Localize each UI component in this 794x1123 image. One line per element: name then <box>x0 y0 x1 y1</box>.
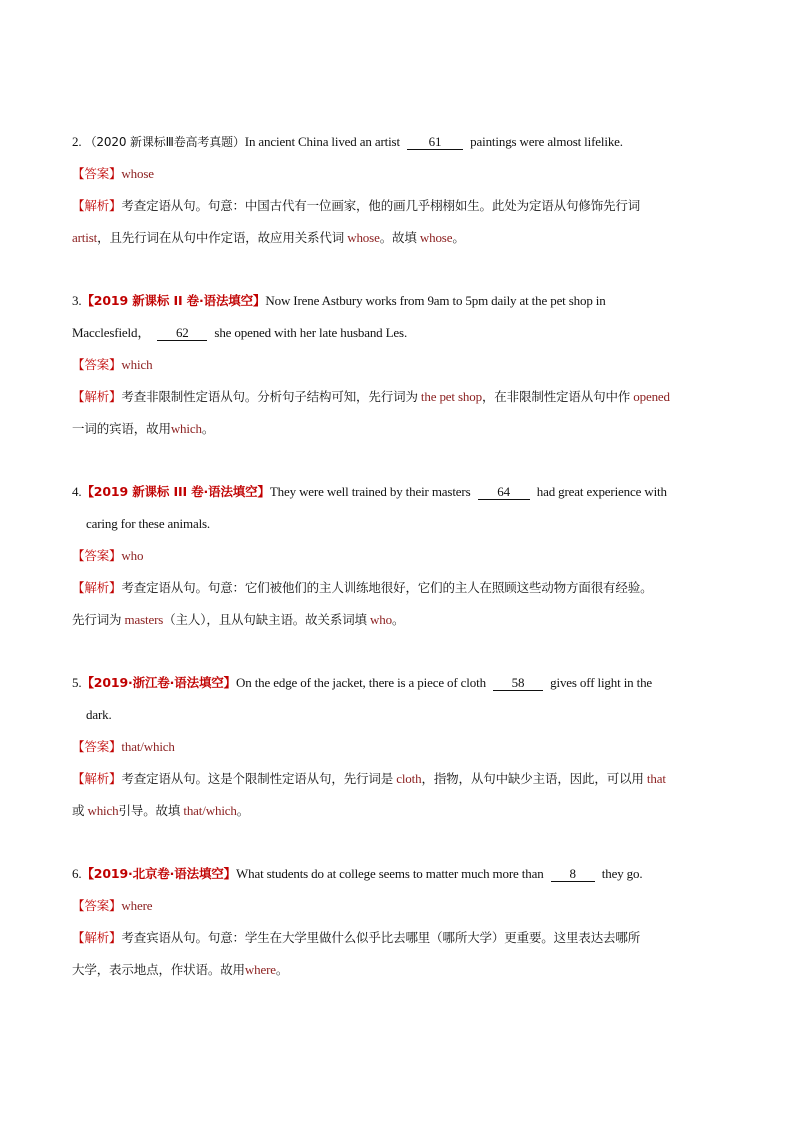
answer-row <box>72 349 732 381</box>
question-text: had great experience with <box>536 484 667 499</box>
answer-blank: 64 <box>478 485 530 500</box>
question-4-stem <box>72 476 732 508</box>
question-text: Macclesfield， <box>72 325 151 340</box>
answer-blank: 8 <box>551 867 595 882</box>
analysis-keyword: that <box>646 771 666 786</box>
answer-row <box>72 540 732 572</box>
answer-label: 【答案】 <box>72 166 122 181</box>
answer-value: who <box>121 548 144 563</box>
analysis-label: 【解析】 <box>72 580 122 595</box>
question-5-stem <box>72 667 732 699</box>
analysis-keyword: which <box>170 421 202 436</box>
question-6 <box>72 858 732 986</box>
analysis-keyword: that/which <box>183 803 237 818</box>
question-text: she opened with her late husband Les. <box>214 325 408 340</box>
question-4 <box>72 476 732 636</box>
analysis-row-continued <box>72 222 732 254</box>
analysis-text: 。故填 <box>379 230 417 245</box>
question-5-stem-continued <box>72 699 732 731</box>
analysis-keyword: masters <box>124 612 164 627</box>
question-4-stem-continued <box>72 508 732 540</box>
analysis-row-continued <box>72 413 732 445</box>
question-text: They were well trained by their masters <box>269 484 471 499</box>
question-2-stem <box>72 126 732 158</box>
analysis-keyword: artist <box>72 230 98 245</box>
answer-value: where <box>121 898 153 913</box>
analysis-row <box>72 381 732 413</box>
analysis-text: 。 <box>236 803 250 818</box>
question-text: What students do at college seems to matter much more than <box>236 866 544 881</box>
analysis-row <box>72 763 732 795</box>
question-number: 6. <box>72 866 82 881</box>
answer-row <box>72 890 732 922</box>
analysis-text: 考查定语从句。句意：它们被他们的主人训练地很好，它们的主人在照顾这些动物方面很有经验。 <box>121 580 653 595</box>
analysis-text: 大学，表示地点，作状语。故用 <box>72 962 245 977</box>
analysis-row <box>72 572 732 604</box>
answer-label: 【答案】 <box>72 357 122 372</box>
analysis-label: 【解析】 <box>72 771 122 786</box>
question-number: 5. <box>72 675 82 690</box>
analysis-row-continued <box>72 954 732 986</box>
answer-label: 【答案】 <box>72 739 122 754</box>
analysis-keyword: the pet shop <box>420 389 482 404</box>
answer-value: that/which <box>121 739 175 754</box>
analysis-label: 【解析】 <box>72 930 122 945</box>
question-source: 【2019·北京卷·语法填空】 <box>81 866 236 881</box>
answer-blank: 62 <box>157 326 207 341</box>
question-text: In ancient China lived an artist <box>244 134 400 149</box>
analysis-text: 考查宾语从句。句意：学生在大学里做什么似乎比去哪里（哪所大学）更重要。这里表达去哪所 <box>121 930 641 945</box>
question-number: 4. <box>72 484 82 499</box>
answer-blank: 58 <box>493 676 543 691</box>
question-text: dark. <box>86 707 112 722</box>
answer-label: 【答案】 <box>72 548 122 563</box>
question-text: caring for these animals. <box>86 516 211 531</box>
question-source: 【2019 新课标 III 卷·语法填空】 <box>81 484 270 499</box>
analysis-label: 【解析】 <box>72 389 122 404</box>
analysis-row <box>72 190 732 222</box>
analysis-text: 考查非限制性定语从句。分析句子结构可知，先行词为 <box>121 389 418 404</box>
analysis-text: 考查定语从句。这是个限制性定语从句，先行词是 <box>121 771 394 786</box>
question-number: 3. <box>72 293 82 308</box>
answer-label: 【答案】 <box>72 898 122 913</box>
analysis-keyword: who <box>370 612 392 627</box>
question-text: they go. <box>601 866 643 881</box>
analysis-row <box>72 922 732 954</box>
question-source: 【2019·浙江卷·语法填空】 <box>81 675 236 690</box>
analysis-text: 引导。故填 <box>118 803 181 818</box>
analysis-text: ，在非限制性定语从句中作 <box>481 389 631 404</box>
answer-row <box>72 731 732 763</box>
answer-value: which <box>121 357 153 372</box>
analysis-text: （主人），且从句缺主语。故关系词填 <box>163 612 367 627</box>
question-text: Now Irene Astbury works from 9am to 5pm daily at the pet shop in <box>265 293 606 308</box>
analysis-keyword: which <box>87 803 119 818</box>
analysis-keyword: cloth <box>396 771 422 786</box>
question-number: 2. <box>72 134 82 149</box>
analysis-keyword: whose <box>347 230 380 245</box>
analysis-text: 一词的宾语，故用 <box>72 421 171 436</box>
analysis-row-continued <box>72 795 732 827</box>
question-text: gives off light in the <box>550 675 653 690</box>
question-source: （2020 新课标Ⅲ卷高考真题） <box>84 135 245 149</box>
analysis-text: 。 <box>391 612 405 627</box>
analysis-label: 【解析】 <box>72 198 122 213</box>
question-text: paintings were almost lifelike. <box>470 134 623 149</box>
question-3-stem-continued <box>72 317 732 349</box>
analysis-text: 考查定语从句。句意：中国古代有一位画家，他的画几乎栩栩如生。此处为定语从句修饰先行词 <box>121 198 641 213</box>
analysis-row-continued <box>72 604 732 636</box>
analysis-keyword: where <box>244 962 276 977</box>
analysis-text: 。 <box>275 962 289 977</box>
analysis-keyword: whose <box>419 230 453 245</box>
analysis-text: 。 <box>452 230 465 245</box>
analysis-text: 。 <box>201 421 215 436</box>
question-source: 【2019 新课标 II 卷·语法填空】 <box>81 293 266 308</box>
question-2 <box>72 126 732 254</box>
answer-blank: 61 <box>407 135 463 150</box>
answer-value: whose <box>121 166 154 181</box>
answer-row <box>72 158 732 190</box>
question-5 <box>72 667 732 827</box>
analysis-text: 或 <box>72 803 85 818</box>
analysis-keyword: opened <box>633 389 670 404</box>
question-6-stem <box>72 858 732 890</box>
question-text: On the edge of the jacket, there is a piece of cloth <box>236 675 486 690</box>
question-3 <box>72 285 732 445</box>
analysis-text: ，且先行词在从句中作定语，故应用关系代词 <box>97 230 345 245</box>
analysis-text: ，指物，从句中缺少主语，因此，可以用 <box>421 771 644 786</box>
question-3-stem <box>72 285 732 317</box>
analysis-text: 先行词为 <box>72 612 122 627</box>
